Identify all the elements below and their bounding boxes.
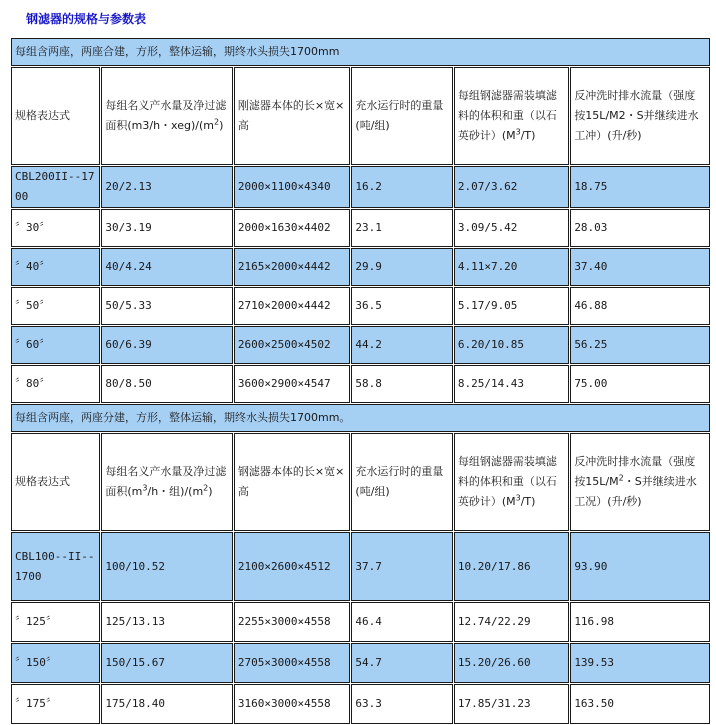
cell-spec: 〞40〞 [11,248,100,286]
cell-spec: 〞60〞 [11,326,100,364]
table-row [11,326,710,364]
cell-media: 17.85/31.23 [454,684,569,724]
cell-capacity: 100/10.52 [101,532,233,601]
cell-capacity: 175/18.40 [101,684,233,724]
cell-spec: CBL100--II--1700 [11,532,100,601]
cell-capacity: 60/6.39 [101,326,233,364]
cell-weight: 44.2 [351,326,452,364]
cell-backwash: 56.25 [570,326,710,364]
header-media: 每组钢滤器需装填滤料的体积和重（以石英砂计）$(M^3/T)$ [454,433,569,531]
cell-backwash: 93.90 [570,532,710,601]
header-capacity: 每组名义产水量及净过滤面积(m3/h・$xeg)/(m^2)$ [101,67,233,165]
table-row [11,643,710,683]
cell-dimensions: 2710×2000×4442 [234,287,350,325]
header-backwash: 反冲洗时排水流量（强度按15L/M2・S并继续进水工冲）(升/秒) [570,67,710,165]
cell-weight: 29.9 [351,248,452,286]
cell-backwash: 116.98 [570,602,710,642]
header-dimensions: 钢滤器本体的长×宽×高 [234,433,350,531]
cell-dimensions: 3160×3000×4558 [234,684,350,724]
cell-spec: CBL200II--1700 [11,166,100,208]
cell-media: 3.09/5.42 [454,209,569,247]
cell-spec: 〞150〞 [11,643,100,683]
cell-media: 6.20/10.85 [454,326,569,364]
cell-backwash: 139.53 [570,643,710,683]
table-row [11,365,710,403]
cell-capacity: 20/2.13 [101,166,233,208]
page-title: 钢滤器的规格与参数表 [26,12,147,26]
cell-weight: 36.5 [351,287,452,325]
cell-backwash: 163.50 [570,684,710,724]
cell-weight: 16.2 [351,166,452,208]
cell-media: 2.07/3.62 [454,166,569,208]
cell-dimensions: 2000×1630×4402 [234,209,350,247]
cell-backwash: 18.75 [570,166,710,208]
cell-weight: 46.4 [351,602,452,642]
header-backwash: 反冲洗时排水流量（强度按$15L/M^2$・S并继续进水工况）(升/秒) [570,433,710,531]
header-weight: 充水运行时的重量(吨/组) [351,67,452,165]
cell-backwash: 75.00 [570,365,710,403]
table-row [11,532,710,601]
cell-dimensions: 3600×2900×4547 [234,365,350,403]
cell-capacity: 125/13.13 [101,602,233,642]
cell-spec: 〞125〞 [11,602,100,642]
header-spec: 规格表达式 [11,433,100,531]
cell-weight: 23.1 [351,209,452,247]
cell-media: 5.17/9.05 [454,287,569,325]
cell-weight: 63.3 [351,684,452,724]
section2-heading: 每组含两座，两座分建，方形，整体运输，期终水头损失1700mm。 [11,404,710,432]
header-spec: 规格表达式 [11,67,100,165]
cell-dimensions: 2000×1100×4340 [234,166,350,208]
cell-dimensions: 2600×2500×4502 [234,326,350,364]
header-media: 每组钢滤器需装填滤料的体积和重（以石英砂计）$(M^3/T)$ [454,67,569,165]
header-weight: 充水运行时的重量(吨/组) [351,433,452,531]
header-capacity: 每组名义产水量及净过滤面积($m^3/h$・组)$/(m^2)$ [101,433,233,531]
cell-spec: 〞50〞 [11,287,100,325]
cell-capacity: 40/4.24 [101,248,233,286]
table-row [11,248,710,286]
cell-media: 8.25/14.43 [454,365,569,403]
section2-header-row [11,433,710,531]
cell-weight: 54.7 [351,643,452,683]
section1-header-row [11,67,710,165]
cell-capacity: 50/5.33 [101,287,233,325]
cell-media: 4.11×7.20 [454,248,569,286]
cell-backwash: 37.40 [570,248,710,286]
cell-spec: 〞175〞 [11,684,100,724]
section1-heading: 每组含两座，两座合建，方形，整体运输，期终水头损失1700mm [11,38,710,66]
cell-weight: 58.8 [351,365,452,403]
cell-dimensions: 2705×3000×4558 [234,643,350,683]
cell-capacity: 150/15.67 [101,643,233,683]
cell-media: 15.20/26.60 [454,643,569,683]
section2-heading-row [11,404,710,432]
table-row [11,684,710,724]
cell-dimensions: 2255×3000×4558 [234,602,350,642]
section1-heading-row [11,38,710,66]
cell-backwash: 46.88 [570,287,710,325]
cell-dimensions: 2165×2000×4442 [234,248,350,286]
table-row [11,287,710,325]
cell-media: 10.20/17.86 [454,532,569,601]
table-row [11,602,710,642]
cell-spec: 〞30〞 [11,209,100,247]
cell-media: 12.74/22.29 [454,602,569,642]
filter-spec-table [10,37,711,725]
table-row [11,209,710,247]
cell-dimensions: 2100×2600×4512 [234,532,350,601]
cell-backwash: 28.03 [570,209,710,247]
cell-capacity: 80/8.50 [101,365,233,403]
header-dimensions: 刚滤器本体的长×宽×高 [234,67,350,165]
cell-spec: 〞80〞 [11,365,100,403]
table-row [11,166,710,208]
cell-weight: 37.7 [351,532,452,601]
cell-capacity: 30/3.19 [101,209,233,247]
